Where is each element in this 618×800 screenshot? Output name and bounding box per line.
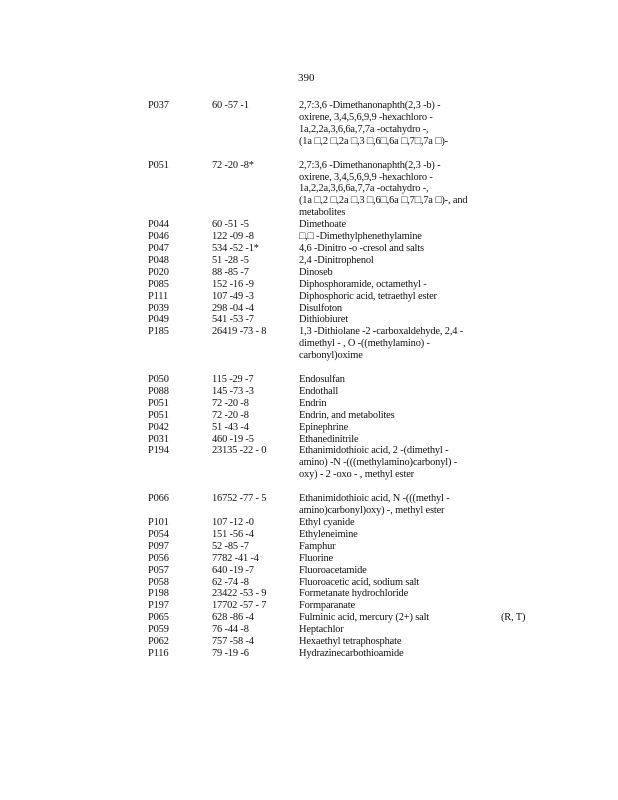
table-row (148, 434, 528, 446)
chemical-name: Dithiobiuret (299, 314, 348, 326)
table-row (148, 243, 528, 255)
chemical-name: Ethanedinitrile (299, 433, 359, 445)
table-row (148, 600, 528, 612)
cas-number: 298 -04 -4 (212, 302, 254, 314)
waste-code: P059 (148, 624, 169, 636)
chemical-name: Endosulfan (299, 374, 345, 386)
table-row (148, 398, 528, 410)
cas-number: 60 -57 -1 (212, 100, 249, 111)
chemical-name: Endothall (299, 385, 339, 397)
chemical-name: Diphosphoric acid, tetraethyl ester (299, 290, 437, 302)
waste-code: P116 (148, 647, 169, 659)
table-row (148, 279, 528, 291)
chemical-name: Epinephrine (299, 421, 349, 433)
chemical-name: Dinoseb (299, 266, 333, 278)
chemical-name: Disulfoton (299, 302, 342, 314)
table-row (148, 255, 528, 267)
cas-number: 460 -19 -5 (212, 433, 254, 445)
cas-number: 79 -19 -6 (212, 647, 249, 659)
cas-number: 145 -73 -3 (212, 385, 254, 397)
table-row (148, 291, 528, 303)
chemical-name: 2,7:3,6 -Dimethanonaphth(2,3 -b) - oxirene, 3,4,5,6,9,9 -hexachloro - 1a,2,2a,3,6,6a,7,7a -octahydro -, (1a □,2 □,2a □,3 □,6□,6a □,7□,7a □)-, and metabolites (299, 159, 468, 219)
cas-number: 72 -20 -8 (212, 409, 249, 421)
waste-code: P057 (148, 564, 169, 576)
table-row (148, 553, 528, 565)
waste-code: P051 (148, 409, 169, 421)
waste-code: P085 (148, 278, 169, 290)
waste-code: P044 (148, 219, 169, 231)
cas-number: 534 -52 -1* (212, 242, 259, 254)
waste-code: P062 (148, 636, 169, 648)
waste-code: P048 (148, 254, 169, 266)
table-row (148, 231, 528, 243)
table-row (148, 219, 528, 231)
cas-number: 7782 -41 -4 (212, 552, 259, 564)
table-row (148, 326, 528, 362)
hazard-code: (R, T) (501, 612, 526, 624)
cas-number: 107 -49 -3 (212, 290, 254, 302)
waste-code: P031 (148, 433, 169, 445)
waste-code: P065 (148, 612, 169, 624)
waste-code: P047 (148, 242, 169, 254)
cas-number: 26419 -73 - 8 (212, 326, 267, 338)
chemical-name: 1,3 -Dithiolane -2 -carboxaldehyde, 2,4 - dimethyl - , O -((methylamino) - carbonyl)oxime (299, 326, 464, 362)
chemical-name: Famphur (299, 540, 336, 552)
chemical-name: 2,4 -Dinitrophenol (299, 254, 374, 266)
waste-code: P185 (148, 326, 169, 338)
waste-code: P198 (148, 588, 169, 600)
waste-code: P051 (148, 159, 169, 171)
chemical-name: Formparanate (299, 600, 355, 612)
table-row (148, 303, 528, 315)
cas-number: 757 -58 -4 (212, 636, 254, 648)
table-row (148, 160, 528, 220)
chemical-name: Endrin (299, 397, 327, 409)
table-row (148, 267, 528, 279)
cas-number: 51 -43 -4 (212, 421, 249, 433)
table-row (148, 624, 528, 636)
table-row (148, 100, 528, 148)
chemical-name: Ethanimidothioic acid, N -(((methyl - amino)carbonyl)oxy) -, methyl ester (299, 493, 450, 517)
cas-number: 122 -09 -8 (212, 231, 254, 243)
cas-number: 23422 -53 - 9 (212, 588, 267, 600)
cas-number: 541 -53 -7 (212, 314, 254, 326)
cas-number: 72 -20 -8 (212, 397, 249, 409)
cas-number: 151 -56 -4 (212, 528, 254, 540)
waste-code: P197 (148, 600, 169, 612)
chemical-name: □,□ -Dimethylphenethylamine (299, 231, 422, 243)
chemical-name: Formetanate hydrochloride (299, 588, 409, 600)
chemical-name: Ethyl cyanide (299, 517, 355, 528)
waste-code: P088 (148, 385, 169, 397)
chemical-name: 2,7:3,6 -Dimethanonaphth(2,3 -b) - oxirene, 3,4,5,6,9,9 -hexachloro - 1a,2,2a,3,6,6a,7,7a -octahydro -, (1a □,2 □,2a □,3 □,6□,6a □,7□,7a □)- (299, 100, 448, 147)
waste-code: P097 (148, 540, 169, 552)
table-row (148, 517, 528, 529)
table-row (148, 493, 528, 517)
chemical-name: 4,6 -Dinitro -o -cresol and salts (299, 242, 424, 254)
chemical-name: Fluoroacetamide (299, 564, 367, 576)
waste-code: P020 (148, 266, 169, 278)
waste-code: P050 (148, 374, 169, 386)
cas-number: 60 -51 -5 (212, 219, 249, 231)
cas-number: 76 -44 -8 (212, 624, 249, 636)
cas-number: 16752 -77 - 5 (212, 493, 267, 505)
page-number: 390 (298, 72, 315, 84)
table-row (148, 577, 528, 589)
chemical-name: Hexaethyl tetraphosphate (299, 636, 402, 648)
chemical-name: Heptachlor (299, 624, 344, 636)
chemical-name: Ethyleneimine (299, 528, 358, 540)
cas-number: 72 -20 -8* (212, 159, 254, 171)
cas-number: 17702 -57 - 7 (212, 600, 267, 612)
waste-code: P111 (148, 290, 168, 302)
cas-number: 152 -16 -9 (212, 278, 254, 290)
chemical-name: Ethanimidothioic acid, 2 -(dimethyl - amino) -N -(((methylamino)carbonyl) - oxy) - 2 -oxo - , methyl ester (299, 445, 458, 481)
table-row (148, 636, 528, 648)
cas-number: 115 -29 -7 (212, 374, 254, 386)
table-row (148, 445, 528, 481)
waste-code: P054 (148, 528, 169, 540)
cas-number: 88 -85 -7 (212, 266, 249, 278)
table-row (148, 386, 528, 398)
waste-code: P039 (148, 302, 169, 314)
cas-number: 52 -85 -7 (212, 540, 249, 552)
table-row (148, 565, 528, 577)
waste-code: P058 (148, 576, 169, 588)
table-row (148, 588, 528, 600)
cas-number: 628 -86 -4 (212, 612, 254, 624)
chemical-name: Endrin, and metabolites (299, 409, 395, 421)
table-row (148, 314, 528, 326)
chemical-name: Dimethoate (299, 219, 346, 231)
table-row (148, 612, 528, 624)
waste-code: P194 (148, 445, 169, 457)
waste-code: P046 (148, 231, 169, 243)
cas-number: 51 -28 -5 (212, 254, 249, 266)
waste-code: P056 (148, 552, 169, 564)
waste-code: P049 (148, 314, 169, 326)
chemical-name: Hydrazinecarbothioamide (299, 647, 404, 659)
waste-code: P051 (148, 397, 169, 409)
chemical-name: Fulminic acid, mercury (2+) salt (299, 612, 430, 624)
cas-number: 62 -74 -8 (212, 576, 249, 588)
chemical-name: Diphosphoramide, octamethyl - (299, 278, 427, 290)
waste-code: P101 (148, 517, 169, 528)
cas-number: 23135 -22 - 0 (212, 445, 267, 457)
table-row (148, 648, 528, 660)
table-row (148, 374, 528, 386)
cas-number: 107 -12 -0 (212, 517, 254, 528)
waste-code: P042 (148, 421, 169, 433)
chemical-name: Fluorine (299, 552, 334, 564)
waste-code: P066 (148, 493, 169, 505)
hazardous-waste-table (148, 100, 528, 660)
cas-number: 640 -19 -7 (212, 564, 254, 576)
waste-code: P037 (148, 100, 169, 111)
table-row (148, 541, 528, 553)
table-row (148, 410, 528, 422)
table-row (148, 422, 528, 434)
table-row (148, 529, 528, 541)
chemical-name: Fluoroacetic acid, sodium salt (299, 576, 420, 588)
